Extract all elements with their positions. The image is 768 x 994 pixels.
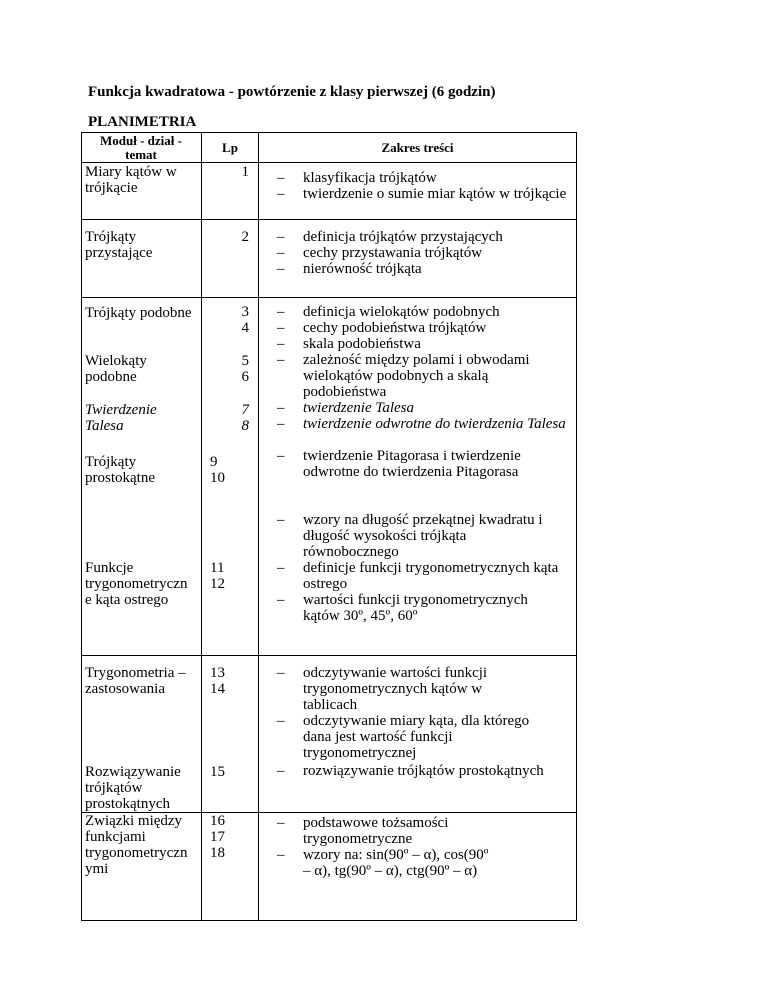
content-item [277,560,573,592]
lp-number: 6 [241,369,249,385]
content-item [277,186,573,202]
content-item-text: rozwiązywanie trójkątów prostokątnych [303,763,544,779]
content-item [277,592,573,624]
content-item [277,665,573,713]
content-item [277,448,573,480]
content-item-text: odczytywanie wartości funkcji trygonometrycznych kątów w tablicach [303,665,488,713]
lp-number: 10 [210,470,225,486]
list-dash: – [277,448,285,464]
lp-number: 11 [210,560,225,576]
list-dash: – [277,170,285,186]
list-dash: – [277,336,285,352]
content-item-text: twierdzenie odwrotne do twierdzenia Talesa [303,416,566,432]
list-dash: – [277,560,285,576]
list-dash: – [277,400,285,416]
content-item-text: twierdzenie Pitagorasa i twierdzenie odwrotne do twierdzenia Pitagorasa [303,448,521,480]
lp-number: 17 [210,829,225,845]
content-item [277,229,573,245]
header-lp: Lp [222,140,238,155]
content-item-text: odczytywanie miary kąta, dla którego dana jest wartość funkcji trygonometrycznej [303,713,530,761]
lp-number: 3 [241,304,249,320]
content-item [277,320,573,336]
table-border [81,219,577,220]
list-dash: – [277,815,285,831]
lp-number: 7 [241,402,249,418]
content-item [277,847,573,879]
module-label: Trójkąty prostokątne [85,454,155,486]
content-item [277,815,573,847]
list-dash: – [277,186,285,202]
table-border [81,297,577,298]
table-border [576,132,577,921]
lp-number: 1 [241,164,249,180]
content-item [277,400,573,416]
lp-number: 12 [210,576,225,592]
lp-number: 13 [210,665,225,681]
table-border [81,920,577,921]
content-item [277,763,573,779]
module-label: Funkcje trygonometryczn e kąta ostrego [85,560,188,608]
module-label: Wielokąty podobne [85,353,147,385]
lp-number: 8 [241,418,249,434]
content-item [277,170,573,186]
content-item-text: definicja trójkątów przystających [303,229,503,245]
table-border [258,132,259,921]
list-dash: – [277,665,285,681]
header-content-scope: Zakres treści [381,140,454,155]
module-label: Miary kątów w trójkącie [85,164,177,196]
module-label: Związki między funkcjami trygonometryczn ymi [85,813,188,877]
document-title: Funkcja kwadratowa - powtórzenie z klasy pierwszej (6 godzin) [88,84,496,100]
module-label: Rozwiązywanie trójkątów prostokątnych [85,764,181,812]
table-border [81,132,82,921]
content-item [277,304,573,320]
content-item-text: nierówność trójkąta [303,261,422,277]
lp-number: 5 [241,353,249,369]
content-item [277,336,573,352]
lp-number: 4 [241,320,249,336]
content-item-text: cechy podobieństwa trójkątów [303,320,487,336]
list-dash: – [277,261,285,277]
table-border [81,162,577,163]
list-dash: – [277,512,285,528]
module-label: Twierdzenie Talesa [85,402,157,434]
list-dash: – [277,304,285,320]
content-item [277,352,573,400]
list-dash: – [277,416,285,432]
list-dash: – [277,847,285,863]
lp-number: 9 [210,454,218,470]
content-item-text: zależność między polami i obwodami wielokątów podobnych a skalą podobieństwa [303,352,530,400]
content-item-text: definicje funkcji trygonometrycznych kąta ostrego [303,560,559,592]
content-item [277,261,573,277]
content-item [277,512,573,560]
table-border [81,655,577,656]
content-item [277,245,573,261]
content-item-text: definicja wielokątów podobnych [303,304,500,320]
lp-number: 14 [210,681,225,697]
lp-number: 18 [210,845,225,861]
content-item-text: skala podobieństwa [303,336,421,352]
module-label: Trójkąty przystające [85,229,153,261]
list-dash: – [277,320,285,336]
header-module: Moduł - dział - temat [100,133,182,162]
list-dash: – [277,245,285,261]
content-item [277,416,573,432]
content-item-text: podstawowe tożsamości trygonometryczne [303,815,449,847]
list-dash: – [277,229,285,245]
lp-number: 15 [210,764,225,780]
list-dash: – [277,763,285,779]
lp-number: 16 [210,813,225,829]
content-item-text: cechy przystawania trójkątów [303,245,483,261]
content-item-text: wzory na: sin(90º – α), cos(90º – α), tg(90º – α), ctg(90º – α) [303,847,489,879]
content-item-text: wzory na długość przekątnej kwadratu i długość wysokości trójkąta równobocznego [303,512,543,560]
curriculum-table [81,132,577,921]
lp-number: 2 [241,229,249,245]
content-item-text: klasyfikacja trójkątów [303,170,437,186]
content-item-text: twierdzenie o sumie miar kątów w trójkącie [303,186,567,202]
content-item-text: twierdzenie Talesa [303,400,414,416]
list-dash: – [277,352,285,368]
module-label: Trójkąty podobne [85,305,192,321]
section-heading: PLANIMETRIA [88,114,197,130]
table-border [201,132,202,921]
content-item-text: wartości funkcji trygonometrycznych kątów 30º, 45º, 60º [303,592,528,624]
list-dash: – [277,713,285,729]
list-dash: – [277,592,285,608]
content-item [277,713,573,761]
module-label: Trygonometria – zastosowania [85,665,186,697]
